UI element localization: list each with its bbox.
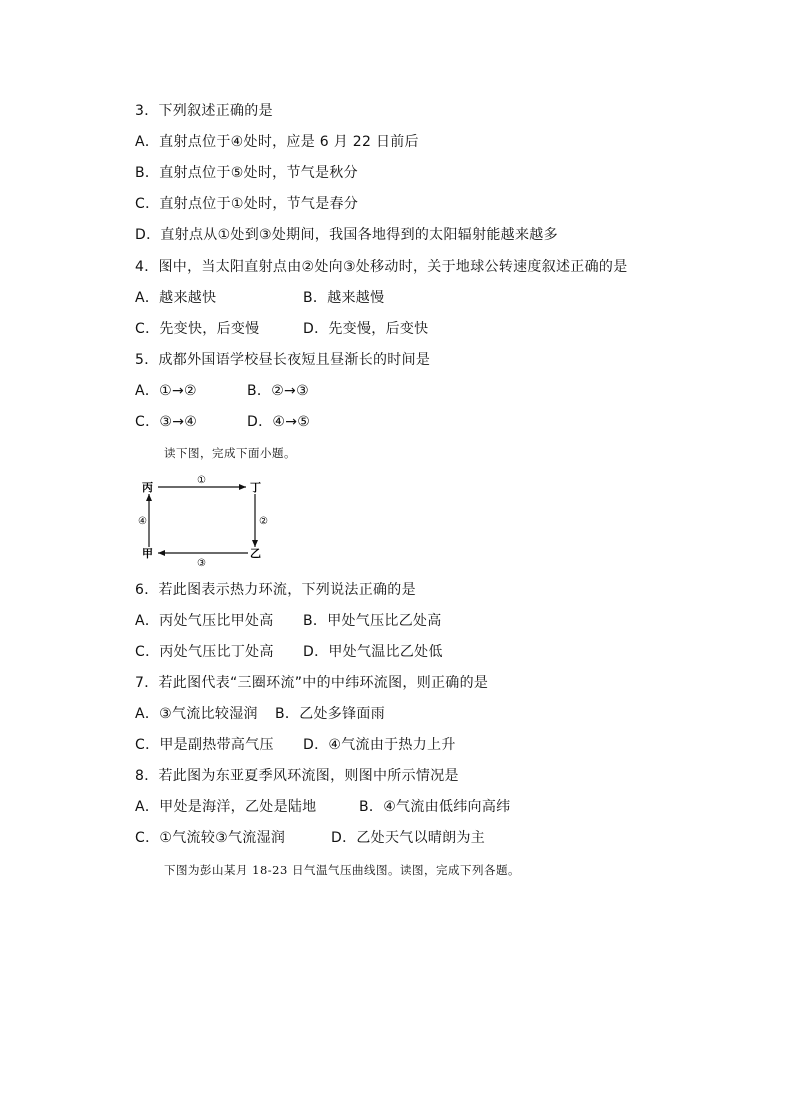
question-4-option-a: A．越来越快 [135, 290, 217, 306]
corner-label-yi: 乙 [250, 547, 261, 560]
corner-label-jia: 甲 [142, 547, 153, 560]
arrow-label-3: ③ [197, 558, 206, 568]
question-8-option-d: D．乙处天气以晴朗为主 [331, 830, 486, 846]
question-8-option-c: C．①气流较③气流湿润 [135, 830, 286, 846]
corner-label-ding: 丁 [250, 481, 261, 494]
question-8-option-b: B．④气流由低纬向高纬 [359, 799, 511, 815]
question-3-option-c: C．直射点位于①处时，节气是春分 [135, 196, 359, 212]
question-3-stem: 3．下列叙述正确的是 [135, 103, 273, 119]
question-5-option-d: D．④→⑤ [247, 414, 311, 430]
question-7-option-d: D．④气流由于热力上升 [303, 737, 456, 753]
question-5-option-b: B．②→③ [247, 383, 309, 399]
question-3-option-a: A．直射点位于④处时，应是 6 月 22 日前后 [135, 134, 419, 150]
next-section-intro: 下图为彭山某月 18-23 日气温气压曲线图。读图，完成下列各题。 [164, 863, 520, 877]
circulation-diagram [138, 472, 278, 568]
question-6-option-d: D．甲处气温比乙处低 [303, 644, 443, 660]
question-5-option-a: A．①→② [135, 383, 197, 399]
question-6-option-c: C．丙处气压比丁处高 [135, 644, 274, 660]
question-4-option-d: D．先变慢，后变快 [303, 321, 429, 337]
question-5-stem: 5．成都外国语学校昼长夜短且昼渐长的时间是 [135, 352, 431, 368]
arrow-label-2: ② [259, 516, 268, 527]
question-7-option-b: B．乙处多锋面雨 [275, 706, 386, 722]
question-4-stem: 4．图中，当太阳直射点由②处向③处移动时，关于地球公转速度叙述正确的是 [135, 259, 628, 275]
question-6-option-b: B．甲处气压比乙处高 [303, 613, 442, 629]
question-4-option-c: C．先变快，后变慢 [135, 321, 260, 337]
question-8-option-a: A．甲处是海洋，乙处是陆地 [135, 799, 317, 815]
question-6-option-a: A．丙处气压比甲处高 [135, 613, 274, 629]
question-4-option-b: B．越来越慢 [303, 290, 385, 306]
arrow-label-4: ④ [138, 516, 147, 527]
question-8-stem: 8．若此图为东亚夏季风环流图，则图中所示情况是 [135, 768, 459, 784]
question-7-option-a: A．③气流比较湿润 [135, 706, 258, 722]
question-6-stem: 6．若此图表示热力环流，下列说法正确的是 [135, 582, 416, 598]
question-7-stem: 7．若此图代表“三圈环流”中的中纬环流图，则正确的是 [135, 675, 489, 691]
question-3-option-d: D．直射点从①处到③处期间，我国各地得到的太阳辐射能越来越多 [135, 227, 558, 243]
corner-label-bing: 丙 [142, 481, 153, 494]
question-7-option-c: C．甲是副热带高气压 [135, 737, 274, 753]
question-5-option-c: C．③→④ [135, 414, 198, 430]
read-figure-note: 读下图，完成下面小题。 [164, 446, 296, 460]
question-3-option-b: B．直射点位于⑤处时，节气是秋分 [135, 165, 358, 181]
arrow-label-1: ① [197, 475, 206, 486]
